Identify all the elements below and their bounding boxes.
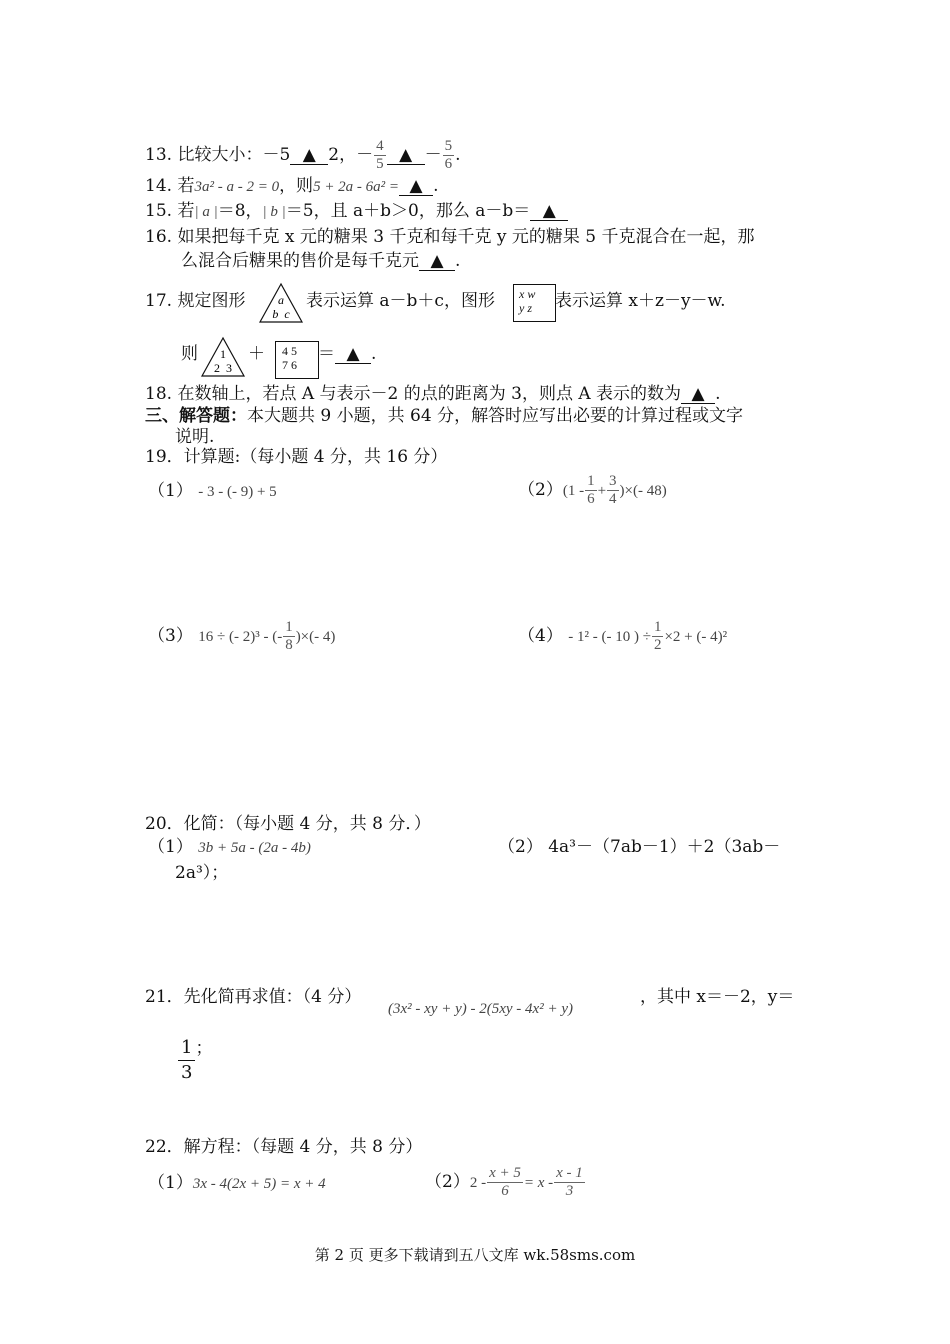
q21-expression: (3x² - xy + y) - 2(5xy - 4x² + y) bbox=[388, 1001, 573, 1017]
section-3-heading bbox=[145, 405, 743, 427]
q20-p2-label: （2） bbox=[498, 837, 543, 857]
q13-blank1: ▲ bbox=[290, 146, 328, 165]
q22-p1-expr: 3x - 4(2x + 5) = x + 4 bbox=[192, 1176, 326, 1192]
box-figure-xwyz bbox=[513, 284, 556, 322]
section-3-title: 三、解答题： bbox=[145, 406, 247, 426]
q19-p2-c: )×(- 48) bbox=[619, 483, 667, 499]
q19-part3 bbox=[148, 616, 335, 657]
q13-blank2: ▲ bbox=[387, 146, 425, 165]
q19-p2-b: + bbox=[597, 483, 607, 499]
q19-title: 19．计算题:（每小题 4 分，共 16 分） bbox=[145, 447, 448, 467]
q19-p4-label: （4） bbox=[518, 626, 563, 646]
q22-part2 bbox=[425, 1162, 586, 1203]
q22-p2-label: （2） bbox=[425, 1172, 470, 1192]
box1-bottom: y z bbox=[519, 301, 532, 315]
q19-part1 bbox=[148, 480, 277, 503]
q22-p1-label: （1） bbox=[148, 1173, 193, 1193]
q20-p2-expr: 4a³－（7ab－1）＋2（3ab－ bbox=[548, 837, 781, 857]
q19-p4-frac: $\frac{1}{2}$ bbox=[653, 619, 662, 653]
q19-p4-a: - 1² - (- 10 ) ÷ bbox=[568, 629, 651, 645]
box2-top: 4 5 bbox=[282, 344, 297, 358]
question-18 bbox=[145, 383, 720, 405]
q21-value-y bbox=[178, 1036, 212, 1085]
q15-text3: ＝5，且 a＋b＞0，那么 a－b＝ bbox=[285, 201, 531, 221]
q19-p4-b: ×2 + (- 4)² bbox=[664, 629, 728, 645]
q21-fraction: $\frac{1}{3}$ bbox=[178, 1036, 195, 1085]
q14-blank: ▲ bbox=[399, 177, 433, 196]
q14-text1: 若 bbox=[177, 176, 195, 196]
question-17 bbox=[145, 290, 245, 312]
q16-end: . bbox=[455, 251, 461, 271]
question-16-cont bbox=[181, 250, 460, 272]
question-16 bbox=[145, 226, 755, 248]
q20-part1 bbox=[148, 836, 311, 859]
q16-line2: 么混合后糖果的售价是每千克元 bbox=[181, 251, 419, 271]
q22-p2-frac2: $\frac{x - 1}{3}$ bbox=[556, 1165, 583, 1199]
q14-text2: ，则 bbox=[279, 176, 314, 196]
box2-bottom: 7 6 bbox=[282, 358, 297, 372]
q17-number: 17. bbox=[145, 291, 173, 311]
triangle-figure-abc bbox=[258, 282, 304, 324]
q16-blank: ▲ bbox=[419, 252, 455, 271]
q22-p2-frac1: $\frac{x + 5}{6}$ bbox=[489, 1165, 521, 1199]
q19-p2-frac2: $\frac{3}{4}$ bbox=[609, 473, 617, 507]
q22-p2-b: = x - bbox=[523, 1175, 554, 1191]
q14-expression1: 3a² - a - 2 = 0 bbox=[194, 179, 280, 195]
q14-end: . bbox=[433, 176, 439, 196]
q16-line1: 如果把每千克 x 元的糖果 3 千克和每千克 y 元的糖果 5 千克混合在一起，那 bbox=[177, 227, 755, 247]
q17-end: . bbox=[371, 344, 377, 364]
q13-text1: 比较大小：－5 bbox=[177, 145, 291, 165]
q18-text: 在数轴上，若点 A 与表示－2 的点的距离为 3，则点 A 表示的数为 bbox=[177, 384, 682, 404]
q19-part4 bbox=[518, 616, 727, 657]
q14-number: 14. bbox=[145, 176, 173, 196]
q19-p2-label: （2） bbox=[518, 480, 563, 500]
box1-top: x w bbox=[519, 287, 536, 301]
q18-blank: ▲ bbox=[681, 385, 715, 404]
box-figure-4576 bbox=[275, 341, 319, 379]
q17-then: 则 bbox=[181, 344, 198, 364]
q22-part1 bbox=[148, 1172, 326, 1195]
q17-text3: 表示运算 x＋z－y－w. bbox=[555, 291, 726, 311]
q21-end: ； bbox=[195, 1038, 213, 1059]
q15-text1: 若 bbox=[177, 201, 195, 221]
tri1-top: a bbox=[278, 293, 284, 307]
q20-title: 20．化简：（每小题 4 分，共 8 分．） bbox=[145, 814, 431, 834]
q20-part2 bbox=[498, 836, 780, 858]
question-15 bbox=[145, 200, 568, 223]
q19-p3-b: )×(- 4) bbox=[295, 629, 336, 645]
q22-title: 22．解方程：（每题 4 分，共 8 分） bbox=[145, 1137, 423, 1157]
q18-end: . bbox=[715, 384, 721, 404]
q18-number: 18. bbox=[145, 384, 173, 404]
question-13 bbox=[145, 138, 461, 173]
q20-p1-expr: 3b + 5a - (2a - 4b) bbox=[198, 840, 311, 856]
q13-text3: － bbox=[424, 145, 442, 165]
q19-p3-label: （3） bbox=[148, 626, 193, 646]
q17-text2: 表示运算 a－b＋c，图形 bbox=[306, 291, 495, 311]
q17-answer bbox=[318, 343, 376, 365]
section-3-line2: 说明. bbox=[175, 427, 215, 447]
q13-text2: 2，－ bbox=[328, 145, 374, 165]
question-14 bbox=[145, 175, 438, 198]
q19-p2-a: (1 - bbox=[562, 483, 585, 499]
section-3-line1: 本大题共 9 小题，共 64 分，解答时应写出必要的计算过程或文字 bbox=[247, 406, 744, 426]
q17-blank: ▲ bbox=[335, 345, 371, 364]
q17-text1: 规定图形 bbox=[177, 291, 246, 311]
q15-number: 15. bbox=[145, 201, 173, 221]
q20-p1-label: （1） bbox=[148, 837, 193, 857]
page-footer: 第 2 页 更多下载请到五八文库 wk.58sms.com bbox=[314, 1246, 636, 1264]
tri2-bottom: 2 3 bbox=[214, 361, 232, 375]
q21-text2: ，其中 x＝－2，y＝ bbox=[640, 987, 795, 1007]
q16-number: 16. bbox=[145, 227, 173, 247]
q15-blank: ▲ bbox=[530, 202, 568, 221]
q13-end: . bbox=[455, 145, 461, 165]
q19-p2-frac1: $\frac{1}{6}$ bbox=[587, 473, 595, 507]
tri2-top: 1 bbox=[220, 347, 226, 361]
q13-fraction-2: $\frac{5}{6}$ bbox=[444, 138, 453, 172]
q14-expression2: 5 + 2a - 6a² = bbox=[313, 179, 400, 195]
tri1-bottom: b c bbox=[272, 307, 290, 321]
q19-p3-frac: $\frac{1}{8}$ bbox=[285, 619, 293, 653]
q17-equals: ＝ bbox=[318, 344, 335, 364]
q19-p3-a: 16 ÷ (- 2)³ - (- bbox=[198, 629, 283, 645]
q19-p1-label: （1） bbox=[148, 481, 193, 501]
q20-part2-cont: 2a³）； bbox=[175, 863, 229, 883]
q15-abs-b: | b | bbox=[262, 204, 286, 220]
q19-p1-expr: - 3 - (- 9) + 5 bbox=[198, 484, 277, 500]
q19-part2 bbox=[518, 470, 667, 511]
q17-plus: ＋ bbox=[248, 344, 265, 364]
q13-fraction-1: $\frac{4}{5}$ bbox=[376, 138, 384, 172]
q22-p2-a: 2 - bbox=[469, 1175, 487, 1191]
q21-text1: 21．先化简再求值：（4 分） bbox=[145, 987, 362, 1007]
triangle-figure-123 bbox=[200, 336, 246, 378]
q15-abs-a: | a | bbox=[194, 204, 218, 220]
q15-text2: ＝8， bbox=[217, 201, 263, 221]
q13-number: 13. bbox=[145, 145, 173, 165]
